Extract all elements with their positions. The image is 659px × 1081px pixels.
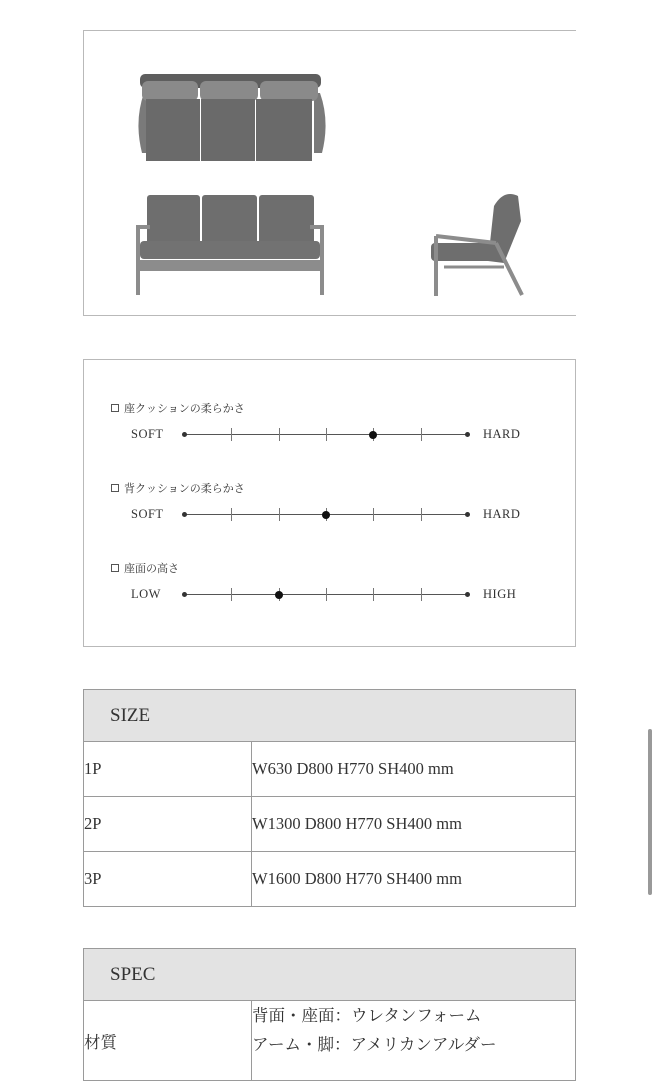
size-value: W1300 D800 H770 SH400 mm (252, 797, 576, 852)
scale-level-marker (275, 591, 283, 599)
firmness-scale-panel (83, 359, 576, 647)
spec-label: 材質 (84, 1001, 252, 1081)
seat-softness-scale (84, 400, 575, 460)
scale-left-label: LOW (131, 587, 161, 601)
checkbox-icon (111, 564, 119, 572)
scale-track (184, 514, 468, 515)
sofa-views-illustration (84, 31, 577, 317)
size-table-header: SIZE (84, 690, 576, 742)
spec-table-header: SPEC (84, 949, 576, 1001)
scale-tick (231, 588, 232, 601)
sofa-side-view (431, 194, 522, 296)
scale-tick (373, 588, 374, 601)
scale-tick (421, 588, 422, 601)
scale-end-dot (182, 432, 187, 437)
table-row (84, 797, 576, 852)
size-label: 2P (84, 797, 252, 852)
size-table (83, 689, 576, 907)
scale-title: 座クッションの柔らかさ (124, 403, 245, 415)
product-illustration-panel (83, 30, 576, 316)
scale-end-dot (465, 432, 470, 437)
scale-tick (326, 428, 327, 441)
spec-value-line: アーム・脚：アメリカンアルダー (252, 1035, 497, 1054)
scale-tick (279, 428, 280, 441)
checkbox-icon (111, 484, 119, 492)
size-label: 1P (84, 742, 252, 797)
table-row (84, 852, 576, 907)
scale-tick (231, 428, 232, 441)
size-label: 3P (84, 852, 252, 907)
scale-tick (326, 588, 327, 601)
scale-left-label: SOFT (131, 507, 164, 521)
scale-title: 背クッションの柔らかさ (124, 483, 245, 495)
checkbox-icon (111, 404, 119, 412)
scale-tick (421, 508, 422, 521)
scale-track (184, 594, 468, 595)
scale-track (184, 434, 468, 435)
scale-end-dot (465, 512, 470, 517)
sofa-front-view (136, 195, 324, 295)
table-header-row (84, 690, 576, 742)
scale-right-label: HIGH (483, 587, 517, 601)
seat-height-scale (84, 560, 575, 620)
scale-right-label: HARD (483, 507, 521, 521)
scale-tick (231, 508, 232, 521)
spec-table (83, 948, 576, 1081)
scale-end-dot (182, 592, 187, 597)
scale-level-marker (369, 431, 377, 439)
table-header-row (84, 949, 576, 1001)
size-value: W1600 D800 H770 SH400 mm (252, 852, 576, 907)
sofa-top-view (138, 74, 325, 161)
scale-right-label: HARD (483, 427, 521, 441)
size-value: W630 D800 H770 SH400 mm (252, 742, 576, 797)
scale-end-dot (182, 512, 187, 517)
spec-value-line: 背面・座面：ウレタンフォーム (252, 1006, 482, 1025)
scale-title: 座面の高さ (124, 563, 179, 575)
scale-tick (421, 428, 422, 441)
table-row (84, 742, 576, 797)
table-row (84, 1001, 576, 1081)
back-softness-scale (84, 480, 575, 540)
scrollbar[interactable] (648, 729, 652, 895)
scale-tick (373, 508, 374, 521)
scale-level-marker (322, 511, 330, 519)
scale-end-dot (465, 592, 470, 597)
scale-left-label: SOFT (131, 427, 164, 441)
scale-tick (279, 508, 280, 521)
spec-value (252, 1001, 576, 1081)
